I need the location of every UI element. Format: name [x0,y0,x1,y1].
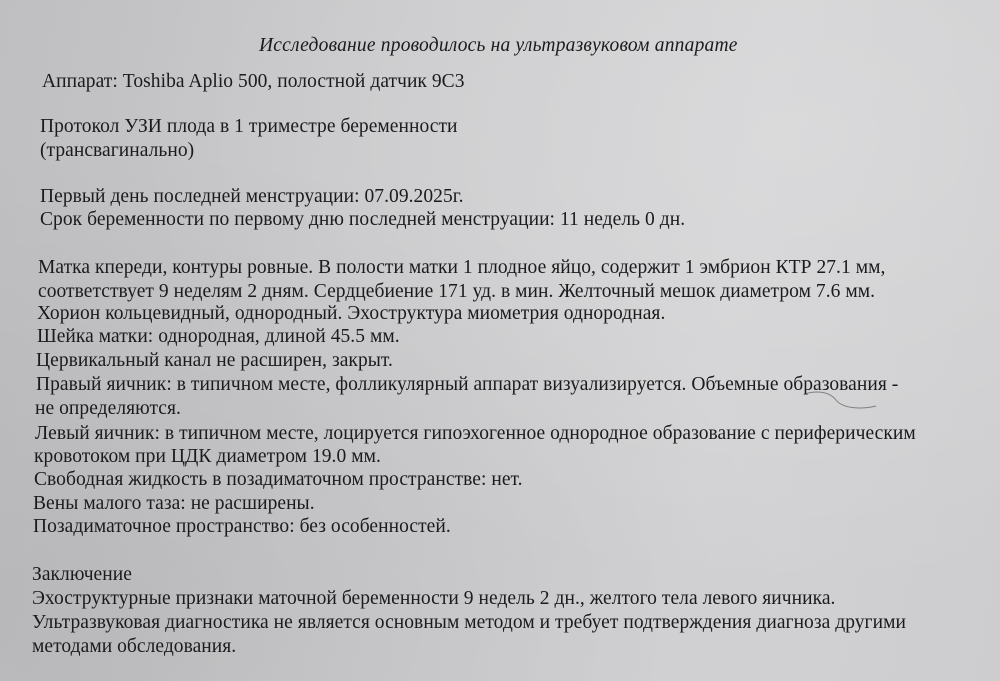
protocol-method: (трансвагинально) [40,140,195,161]
finding-line: кровотоком при ЦДК диаметром 19.0 мм. [34,446,381,467]
finding-line: не определяются. [35,398,181,419]
finding-line: Вены малого таза: не расширены. [33,493,315,514]
conclusion-heading: Заключение [32,564,132,585]
gestation-term: Срок беременности по первому дню последней менструации: 11 недель 0 дн. [40,209,686,230]
finding-line: Позадиматочное пространство: без особенностей. [33,516,451,537]
finding-line: Свободная жидкость в позадиматочном пространстве: нет. [34,469,523,490]
finding-line: Хорион кольцевидный, однородный. Эхоструктура миометрия однородная. [37,303,666,324]
lmp-date: Первый день последней менструации: 07.09.2025г. [40,186,464,207]
conclusion-line: методами обследования. [32,636,237,657]
conclusion-line: Эхоструктурные признаки маточной беременности 9 недель 2 дн., желтого тела левого яичника. [32,588,836,609]
finding-line: Правый яичник: в типичном месте, фолликулярный аппарат визуализируется. Объемные образования - [36,374,899,395]
protocol-title: Протокол УЗИ плода в 1 триместре беременности [40,116,458,137]
conclusion-line: Ультразвуковая диагностика не является основным методом и требует подтверждения диагноза другими [32,612,906,633]
finding-line: Цервикальный канал не расширен, закрыт. [36,350,393,371]
device-info: Аппарат: Toshiba Aplio 500, полостной датчик 9С3 [42,71,465,92]
document-title: Исследование проводилось на ультразвуковом аппарате [259,35,738,56]
finding-line: Матка кпереди, контуры ровные. В полости матки 1 плодное яйцо, содержит 1 эмбрион КТР 27.1 мм, [38,257,886,278]
finding-line: Шейка матки: однородная, длиной 45.5 мм. [37,326,400,347]
finding-line: Левый яичник: в типичном месте, лоцируется гипоэхогенное однородное образование с периферическим [35,423,916,444]
finding-line: соответствует 9 неделям 2 дням. Сердцебиение 171 уд. в мин. Желточный мешок диаметром 7.6 мм. [38,281,876,302]
